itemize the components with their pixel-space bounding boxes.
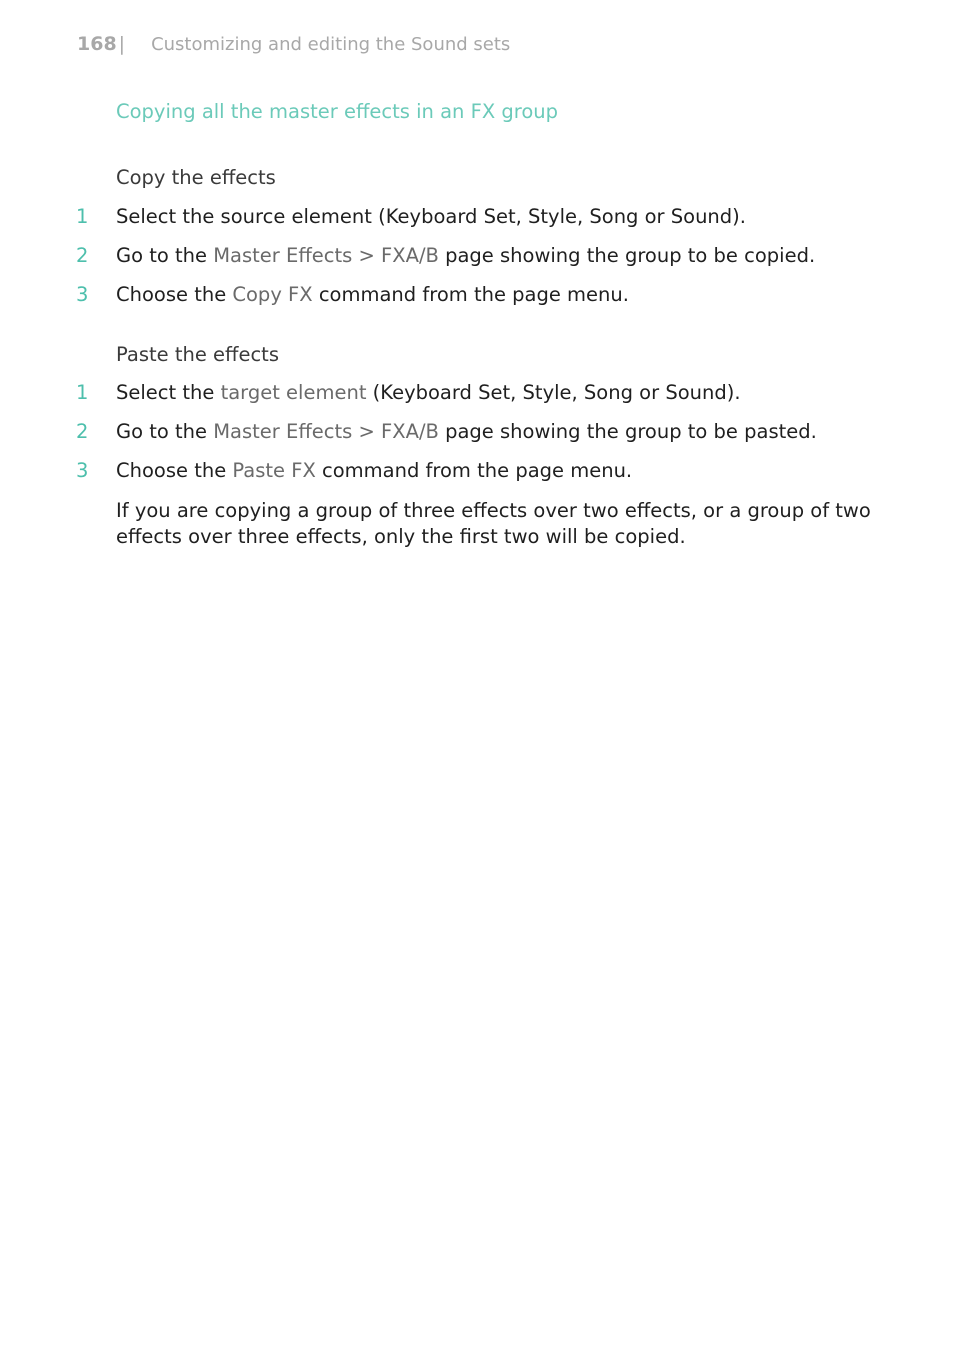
step-text <box>116 205 746 228</box>
step-text-part: Choose the <box>116 459 233 482</box>
step-text <box>116 283 629 306</box>
header-separator: | <box>118 33 126 55</box>
paste-heading: Paste the effects <box>116 343 279 366</box>
paste-step-2 <box>0 420 954 446</box>
step-number: 3 <box>76 459 89 482</box>
step-text-part: Select the <box>116 381 221 404</box>
copy-heading: Copy the effects <box>116 166 276 189</box>
step-text <box>116 381 741 404</box>
step-number: 1 <box>76 381 89 404</box>
running-title: Customizing and editing the Sound sets <box>151 34 511 55</box>
step-text-part: Choose the <box>116 283 233 306</box>
ui-term-master-effects: Master Effects > FXA/B <box>213 244 439 267</box>
ui-term-copy-fx: Copy FX <box>232 283 313 306</box>
step-text-part: Go to the <box>116 420 214 443</box>
step-text-part: page showing the group to be pasted. <box>438 420 817 443</box>
page-number: 168 <box>77 33 117 55</box>
step-text-part: Select the source element (Keyboard Set, Style, Song or Sound). <box>116 205 746 228</box>
ui-term-master-effects: Master Effects > FXA/B <box>213 420 439 443</box>
copy-step-2 <box>0 244 954 270</box>
step-text <box>116 244 815 267</box>
section-title: Copying all the master effects in an FX group <box>116 100 559 123</box>
step-number: 1 <box>76 205 89 228</box>
step-number: 2 <box>76 420 89 443</box>
step-text <box>116 420 817 443</box>
paste-step-3 <box>0 459 954 485</box>
step-number: 2 <box>76 244 89 267</box>
step-text <box>116 459 632 482</box>
paste-step-1 <box>0 381 954 407</box>
step-text-part: (Keyboard Set, Style, Song or Sound). <box>366 381 741 404</box>
step-text-part: command from the page menu. <box>312 283 629 306</box>
step-text-part: command from the page menu. <box>315 459 633 482</box>
copy-step-1 <box>0 205 954 231</box>
ui-term-paste-fx: Paste FX <box>232 459 316 482</box>
copy-step-3 <box>0 283 954 309</box>
ui-term-target-element: target element <box>220 381 367 404</box>
step-text-part: page showing the group to be copied. <box>438 244 816 267</box>
step-text-part: Go to the <box>116 244 214 267</box>
step-number: 3 <box>76 283 89 306</box>
page-header <box>77 33 510 57</box>
paste-note: If you are copying a group of three effects over two effects, or a group of two effects over three effects, only the first two will be copied. <box>116 499 871 548</box>
